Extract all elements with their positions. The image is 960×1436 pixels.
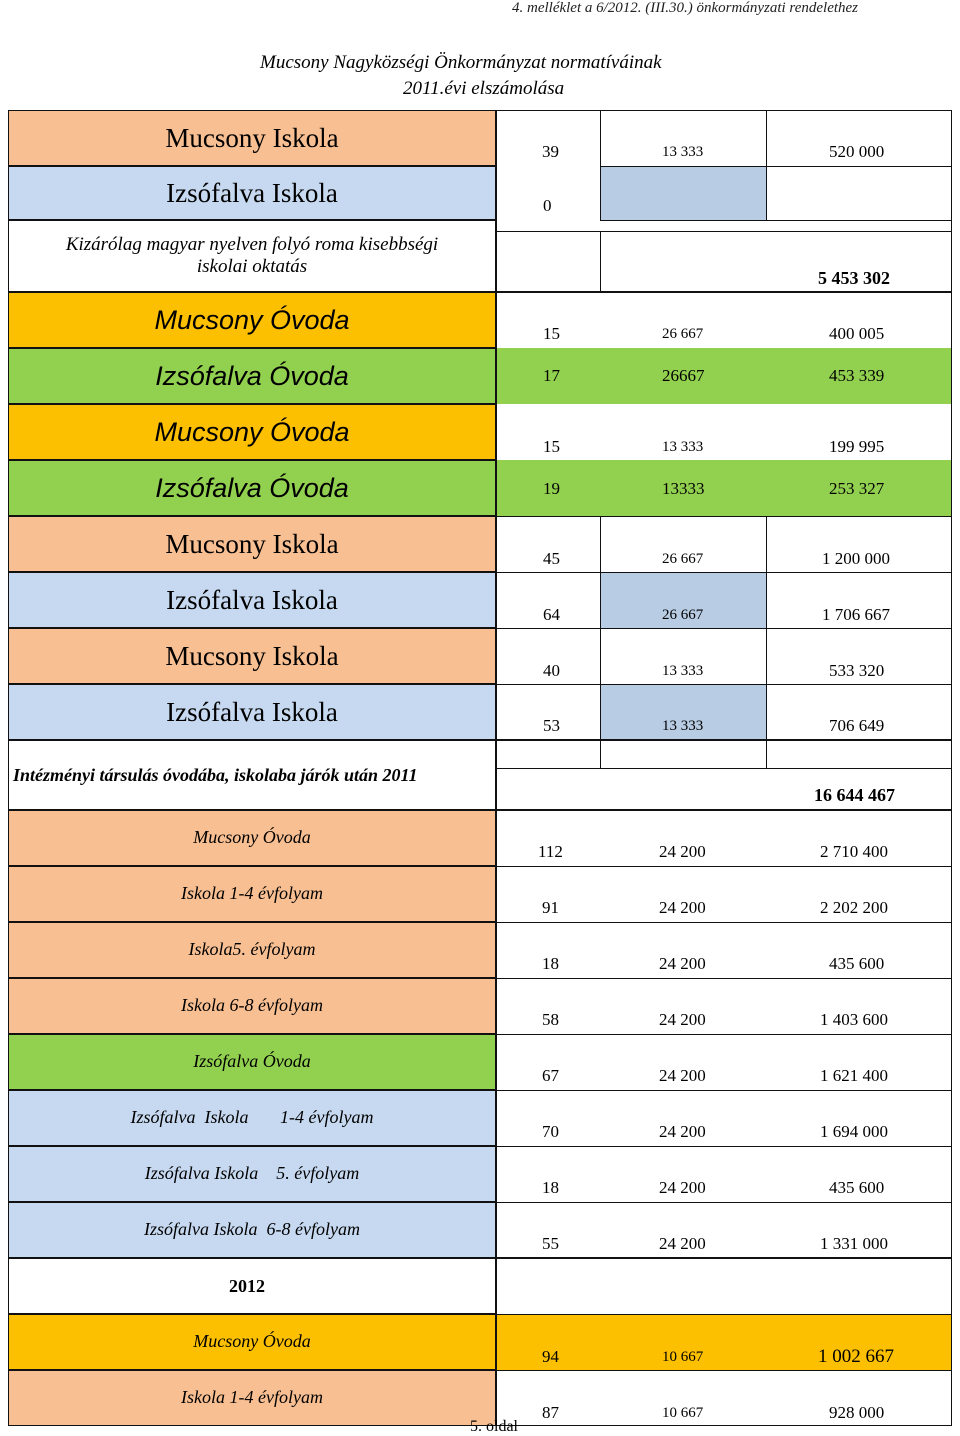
- amount-value: 1 694 000: [820, 1122, 888, 1141]
- page-number: 5. oldal: [470, 1418, 518, 1435]
- amount-value: 435 600: [829, 954, 885, 973]
- count-value: 64: [543, 605, 560, 624]
- institution-label: Intézményi társulás óvodába, iskolaba járók után 2011: [8, 740, 496, 810]
- row-label: Mucsony Óvoda: [8, 1314, 496, 1370]
- grid-line: [496, 684, 952, 685]
- grid-line: [496, 1034, 952, 1035]
- amount-value: 253 327: [829, 479, 885, 498]
- row-label: Iskola 1-4 évfolyam: [8, 866, 496, 922]
- rate-value: 24 200: [659, 1234, 706, 1253]
- rate-value: 13 333: [662, 144, 704, 160]
- count-value: 40: [543, 661, 560, 680]
- total-value: 16 644 467: [814, 785, 895, 805]
- grid-line: [496, 1146, 952, 1147]
- rate-value: 10 667: [662, 1349, 704, 1365]
- grid-line: [496, 1370, 952, 1371]
- grid-line: [496, 628, 952, 629]
- amount-value: 199 995: [829, 437, 885, 456]
- amount-value: 1 706 667: [822, 605, 890, 624]
- grid-line: [496, 1314, 952, 1315]
- row-label: Izsófalva Iskola: [8, 166, 496, 220]
- rate-value: 24 200: [659, 1122, 706, 1141]
- rate-value: 24 200: [659, 898, 706, 917]
- rate-value: 13333: [662, 479, 705, 498]
- rate-value: 26 667: [662, 551, 704, 567]
- grid-line: [600, 740, 601, 768]
- row-label: Izsófalva Óvoda: [8, 348, 496, 404]
- grid-line: [496, 516, 952, 517]
- rate-value: 24 200: [659, 1010, 706, 1029]
- grid-line: [600, 231, 601, 292]
- grid-line: [600, 220, 952, 221]
- roma-label: [8, 220, 496, 292]
- roma-label-line1: Kizárólag magyar nyelven folyó roma kisebbségi: [65, 234, 439, 255]
- rate-value: 24 200: [659, 1178, 706, 1197]
- row-label: Izsófalva Iskola 6-8 évfolyam: [8, 1202, 496, 1258]
- grid-line: [496, 866, 952, 867]
- count-value: 0: [543, 196, 552, 215]
- row-label: Izsófalva Iskola: [8, 572, 496, 628]
- row-label: Iskola 6-8 évfolyam: [8, 978, 496, 1034]
- rate-value: 13 333: [662, 663, 704, 679]
- row-label: Mucsony Óvoda: [8, 810, 496, 866]
- rate-value: 13 333: [662, 439, 704, 455]
- grid-line: [496, 768, 952, 769]
- amount-value: 533 320: [829, 661, 885, 680]
- amount-value: 1 403 600: [820, 1010, 888, 1029]
- roma-label-line2: iskolai oktatás: [196, 256, 308, 277]
- count-value: 87: [542, 1403, 559, 1422]
- year-label: 2012: [8, 1258, 496, 1314]
- amount-value: 928 000: [829, 1403, 885, 1422]
- count-value: 70: [542, 1122, 559, 1141]
- row-label: Izsófalva Iskola 1-4 évfolyam: [8, 1090, 496, 1146]
- amount-value: 1 331 000: [820, 1234, 888, 1253]
- row-label: Mucsony Iskola: [8, 110, 496, 166]
- row-label: Mucsony Iskola: [8, 516, 496, 572]
- grid-line: [496, 978, 952, 979]
- amount-value: 435 600: [829, 1178, 885, 1197]
- count-value: 45: [543, 549, 560, 568]
- grid-line: [496, 1202, 952, 1203]
- count-value: 18: [542, 954, 559, 973]
- count-value: 55: [542, 1234, 559, 1253]
- amount-value: 706 649: [829, 716, 885, 735]
- amount-value: 2 710 400: [820, 842, 888, 861]
- amount-value: 453 339: [829, 366, 885, 385]
- rate-value: 10 667: [662, 1405, 704, 1421]
- count-value: 91: [542, 898, 559, 917]
- rate-value: 26 667: [662, 607, 704, 623]
- count-value: 94: [542, 1347, 559, 1366]
- count-value: 15: [543, 437, 560, 456]
- amount-value: 1 200 000: [822, 549, 890, 568]
- rate-value: 24 200: [659, 1066, 706, 1085]
- grid-line: [766, 740, 767, 768]
- row-label: Mucsony Óvoda: [8, 292, 496, 348]
- count-value: 67: [542, 1066, 559, 1085]
- rate-value: 26667: [662, 366, 705, 385]
- grid-line: [496, 922, 952, 923]
- row-label: Izsófalva Iskola 5. évfolyam: [8, 1146, 496, 1202]
- row-label: Mucsony Iskola: [8, 628, 496, 684]
- amount-value: 520 000: [829, 142, 885, 161]
- rate-value: 13 333: [662, 718, 704, 734]
- grid-line: [496, 572, 952, 573]
- page-subtitle: 2011.évi elszámolása: [403, 78, 565, 99]
- count-value: 18: [542, 1178, 559, 1197]
- amount-value: 1 621 400: [820, 1066, 888, 1085]
- amount-value: 1 002 667: [818, 1346, 894, 1367]
- grid-line: [600, 166, 601, 220]
- count-value: 112: [538, 842, 563, 861]
- count-value: 39: [542, 142, 559, 161]
- rate-value: 24 200: [659, 842, 706, 861]
- count-value: 15: [543, 324, 560, 343]
- grid-line: [766, 166, 767, 220]
- rate-value: 24 200: [659, 954, 706, 973]
- rate-value: 26 667: [662, 326, 704, 342]
- row-label: Iskola5. évfolyam: [8, 922, 496, 978]
- page-title: Mucsony Nagyközségi Önkormányzat normatíváinak: [260, 52, 662, 73]
- total-value: 5 453 302: [818, 268, 890, 288]
- grid-line: [600, 110, 601, 166]
- row-label: Mucsony Óvoda: [8, 404, 496, 460]
- row-label: Izsófalva Iskola: [8, 684, 496, 740]
- row-label: Izsófalva Óvoda: [8, 1034, 496, 1090]
- count-value: 19: [543, 479, 560, 498]
- grid-block-5: [496, 1258, 952, 1426]
- shaded-cell: [601, 167, 766, 220]
- row-label: Izsófalva Óvoda: [8, 460, 496, 516]
- grid-line: [496, 1090, 952, 1091]
- row-label: Iskola 1-4 évfolyam: [8, 1370, 496, 1426]
- amount-value: 2 202 200: [820, 898, 888, 917]
- count-value: 17: [543, 366, 560, 385]
- amount-value: 400 005: [829, 324, 885, 343]
- count-value: 53: [543, 716, 560, 735]
- grid-line: [766, 110, 767, 166]
- header-note: 4. melléklet a 6/2012. (III.30.) önkormányzati rendelethez: [512, 0, 859, 16]
- count-value: 58: [542, 1010, 559, 1029]
- grid-line: [496, 231, 952, 232]
